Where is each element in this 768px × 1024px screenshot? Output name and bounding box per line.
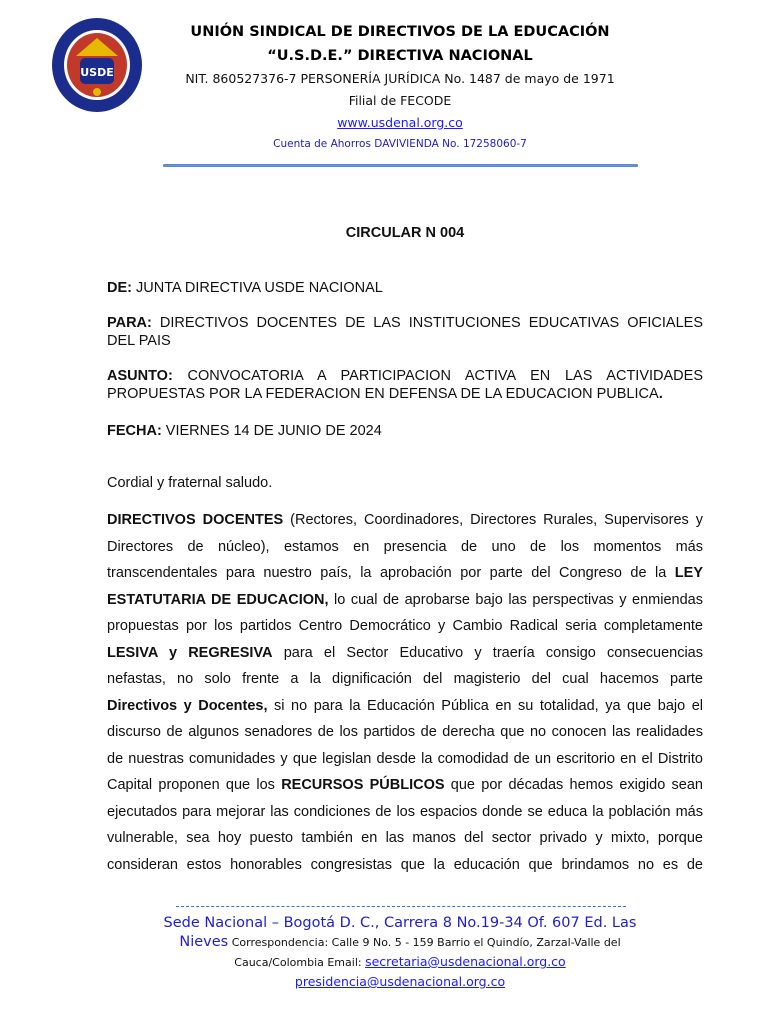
circular-title: CIRCULAR N 004 <box>345 225 465 241</box>
body-paragraph <box>107 509 703 880</box>
body-line: discurso de algunos senadores de los partidos de derecha que no conocen las realidades <box>107 724 703 740</box>
header-divider <box>163 164 638 167</box>
presidencia-email-link[interactable]: presidencia@usdenacional.org.co <box>294 974 506 989</box>
asunto-field <box>107 367 703 403</box>
body-line: de nuestras comunidades y que legislan desde la comodidad de un escritorio en el Distrito <box>107 750 703 767</box>
body-line: transcendentales para nuestro país, la aprobación por parte del Congreso de la LEY <box>107 565 703 581</box>
de-label: DE: <box>107 280 132 296</box>
asunto-label: ASUNTO: <box>107 368 173 384</box>
letterhead <box>150 20 650 154</box>
org-name: UNIÓN SINDICAL DE DIRECTIVOS DE LA EDUCACIÓN <box>190 24 610 40</box>
fecha-field <box>107 422 703 440</box>
bank-account: Cuenta de Ahorros DAVIVIENDA No. 17258060-7 <box>273 138 527 150</box>
body-line: ejecutados para mejorar las condiciones de los espacios donde se educa la población más <box>107 803 703 820</box>
para-field <box>107 314 703 350</box>
asunto-end: . <box>658 386 663 402</box>
secretaria-email-link[interactable]: secretaria@usdenacional.org.co <box>365 954 566 969</box>
filial-line: Filial de FECODE <box>348 93 452 108</box>
usde-logo <box>50 16 144 114</box>
para-label: PARA: <box>107 315 152 331</box>
body-line: consideran estos honorables congresistas que la educación que brindamos no es de <box>107 856 703 873</box>
correspondence-line: Nieves Correspondencia: Calle 9 No. 5 - 159 Barrio el Quindío, Zarzal-Valle del <box>179 934 621 950</box>
footer <box>150 914 650 992</box>
directiva-title: “U.S.D.E.” DIRECTIVA NACIONAL <box>267 48 533 64</box>
body-line: Capital proponen que los RECURSOS PÚBLICOS que por décadas hemos exigido sean <box>107 777 703 793</box>
logo-center-text: USDE <box>80 66 114 79</box>
body-line: vulnerable, sea hoy puesto también en las manos del sector privado y mixto, porque <box>107 830 703 846</box>
body-line: Directivos y Docentes, si no para la Educación Pública en su totalidad, ya que bajo el <box>107 697 703 714</box>
body-line: LESIVA y REGRESIVA para el Sector Educativo y traería consigo consecuencias <box>107 644 703 661</box>
email-line: Cauca/Colombia Email: secretaria@usdenacional.org.co <box>234 954 566 969</box>
fecha-value: VIERNES 14 DE JUNIO DE 2024 <box>161 423 382 439</box>
sede-address: Sede Nacional – Bogotá D. C., Carrera 8 No.19-34 Of. 607 Ed. Las <box>163 915 637 931</box>
para-value: DIRECTIVOS DOCENTES DE LAS INSTITUCIONES EDUCATIVAS OFICIALES DEL PAIS <box>107 315 703 349</box>
body-line: propuestas por los partidos Centro Democrático y Cambio Radical seria completamente <box>107 618 703 634</box>
body-line: ESTATUTARIA DE EDUCACION, lo cual de aprobarse bajo las perspectivas y enmiendas <box>107 591 703 608</box>
body-line: nefastas, no solo frente a la dignificación del magisterio del cual hacemos parte <box>107 671 703 687</box>
website-link[interactable]: www.usdenal.org.co <box>337 115 463 130</box>
de-field <box>107 279 703 297</box>
footer-divider <box>176 906 626 907</box>
greeting: Cordial y fraternal saludo. <box>107 475 273 491</box>
body-line: Directores de núcleo), estamos en presencia de uno de los momentos más <box>107 538 703 555</box>
presidencia-line <box>150 972 650 992</box>
asunto-value: CONVOCATORIA A PARTICIPACION ACTIVA EN LAS ACTIVIDADES PROPUESTAS POR LA FEDERACION EN DEFENSA DE LA EDUCACION PUBLICA <box>107 368 703 402</box>
nit-line: NIT. 860527376-7 PERSONERÍA JURÍDICA No. 1487 de mayo de 1971 <box>185 71 615 86</box>
de-value: JUNTA DIRECTIVA USDE NACIONAL <box>131 280 383 296</box>
body-line: DIRECTIVOS DOCENTES (Rectores, Coordinadores, Directores Rurales, Supervisores y <box>107 512 703 528</box>
fecha-label: FECHA: <box>107 423 162 439</box>
